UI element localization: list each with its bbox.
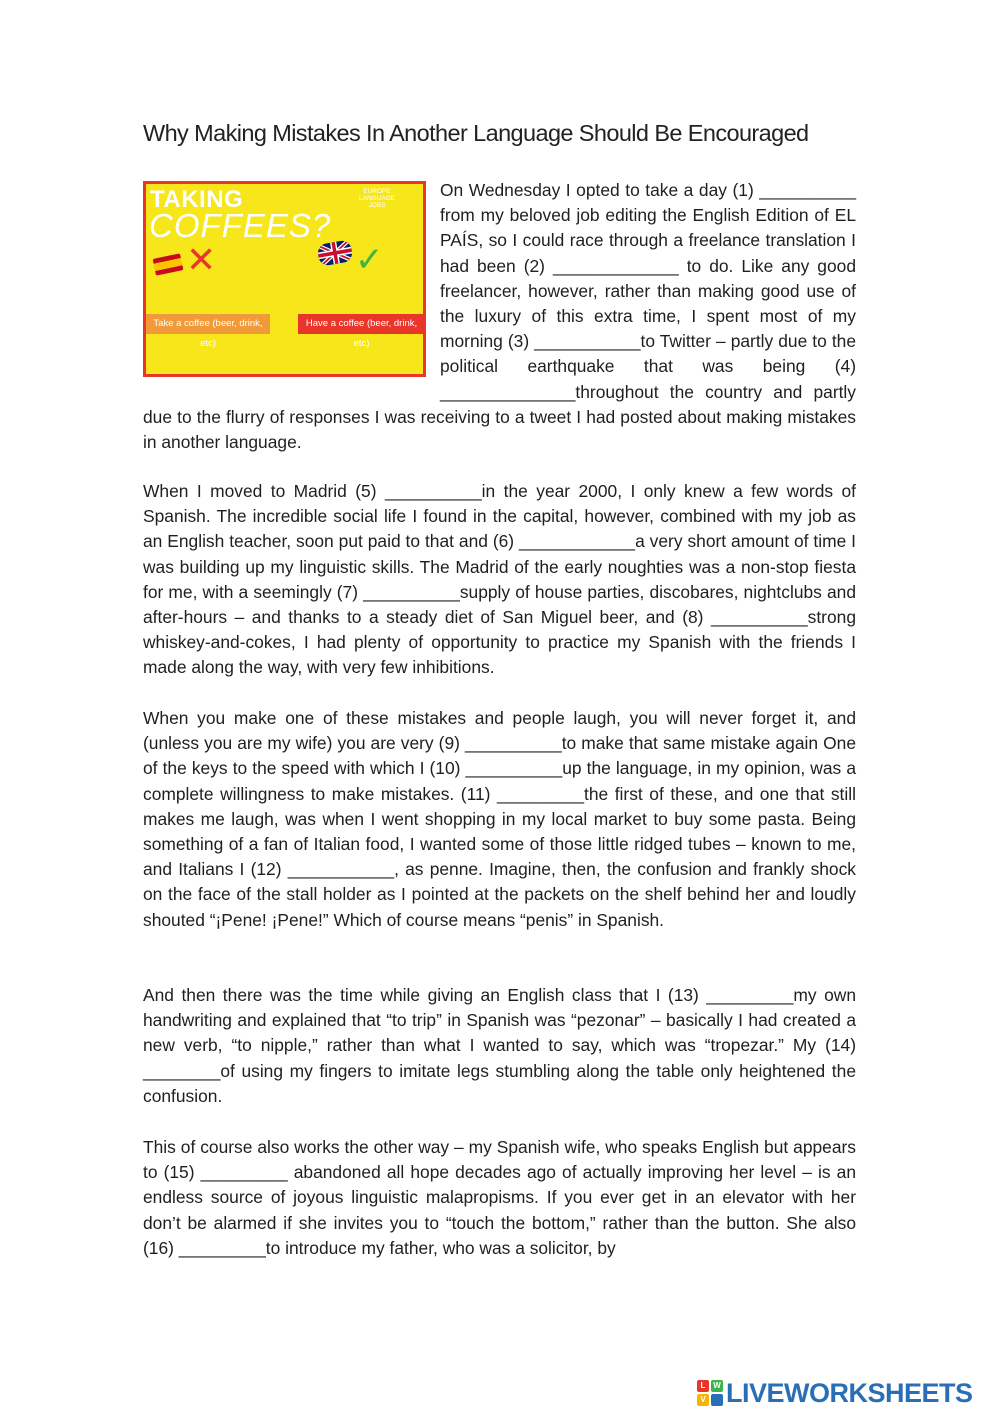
liveworksheets-logo[interactable] — [697, 1376, 973, 1410]
logo-blocks-icon — [697, 1380, 724, 1407]
spain-flag-icon — [153, 253, 184, 275]
logo-block-l: L — [697, 1380, 709, 1392]
cross-icon: ✕ — [186, 239, 217, 280]
illustration-headline-2: COFFEES? — [149, 207, 332, 244]
paragraph-3 — [143, 706, 856, 933]
page-title: Why Making Mistakes In Another Language Should Be Encouraged — [143, 120, 809, 146]
paragraph-1 — [143, 178, 856, 455]
caption-take-coffee: Take a coffee (beer, drink, etc) — [146, 314, 270, 334]
paragraph-5-text: This of course also works the other way – my Spanish wife, who speaks English but appears to (15) _________ abandoned all hope decades ago of actually improving her level – is an endless source of joyous linguistic malapropisms. If you ever get in an elevator with her don’t be alarmed if she invites you to “touch the bottom,” rather than the button. She also (16) _________to introduce my father, who was a solicitor, by — [143, 1137, 856, 1258]
check-icon: ✓ — [355, 241, 384, 279]
paragraph-5 — [143, 1135, 856, 1261]
logo-block-v: V — [697, 1394, 709, 1406]
logo-block-blank — [711, 1394, 723, 1406]
coffee-illustration — [143, 181, 426, 377]
paragraph-4-text: And then there was the time while giving an English class that I (13) _________my own handwriting and explained that “to trip” in Spanish was “pezonar” – basically I had created a new verb, “to nipple,” rather than what I wanted to say, which was “tropezar.” My (14) ________of using my fingers to imitate legs stumbling along the table only heightened the confusion. — [143, 985, 856, 1106]
paragraph-2-text: When I moved to Madrid (5) __________in the year 2000, I only knew a few words of Spanish. The incredible social life I found in the capital, however, combined with my job as an English teacher, soon put paid to that and (6) ____________a very short amount of time I was building up my linguistic skills. The Madrid of the early noughties was a non-stop fiesta for me, with a seemingly (7) __________supply of house parties, discobares, nightclubs and after-hours – and thanks to a steady diet of San Miguel beer, and (8) __________strong whiskey-and-cokes, I had plenty of opportunity to practice my Spanish with the friends I made along the way, with very few inhibitions. — [143, 481, 856, 678]
paragraph-4 — [143, 983, 856, 1109]
caption-have-coffee: Have a coffee (beer, drink, etc) — [298, 314, 425, 334]
illustration-headline-1: TAKING — [150, 186, 244, 213]
logo-block-w: W — [711, 1380, 723, 1392]
paragraph-2 — [143, 479, 856, 681]
paragraph-3-text: When you make one of these mistakes and people laugh, you will never forget it, and (unless you are my wife) you are very (9) __________to make that same mistake again One of the keys to the speed with which I (10) __________up the language, in my opinion, was a complete willingness to make mistakes. (11) _________the first of these, and one that still makes me laugh, was when I went shopping in my local market to buy some pasta. Being something of a fan of Italian food, I wanted some of those little ridged tubes – known to me, and Italians I (12) ___________, as penne. Imagine, then, the confusion and frankly shock on the face of the stall holder as I pointed at the packets on the shelf behind her and loudly shouted “¡Pene! ¡Pene!” Which of course means “penis” in Spanish. — [143, 708, 856, 930]
illustration-brand: EUROPE LANGUAGE JOBS — [359, 188, 396, 209]
logo-text: LIVEWORKSHEETS — [726, 1377, 973, 1408]
paragraph-1-text: On Wednesday I opted to take a day (1) __________ from my beloved job editing the English Edition of EL PAÍS, so I could race through a freelance translation I had been (2) _____________ to do. Like any good freelancer, however, rather than making good use of the luxury of this extra time, I spent most of my morning (3) ___________to Twitter – partly due to the political earthquake that was being (4) ______________throughout the country and partly due to the flurry of responses I was receiving to a tweet I had posted about making mistakes in another language. — [143, 180, 856, 453]
